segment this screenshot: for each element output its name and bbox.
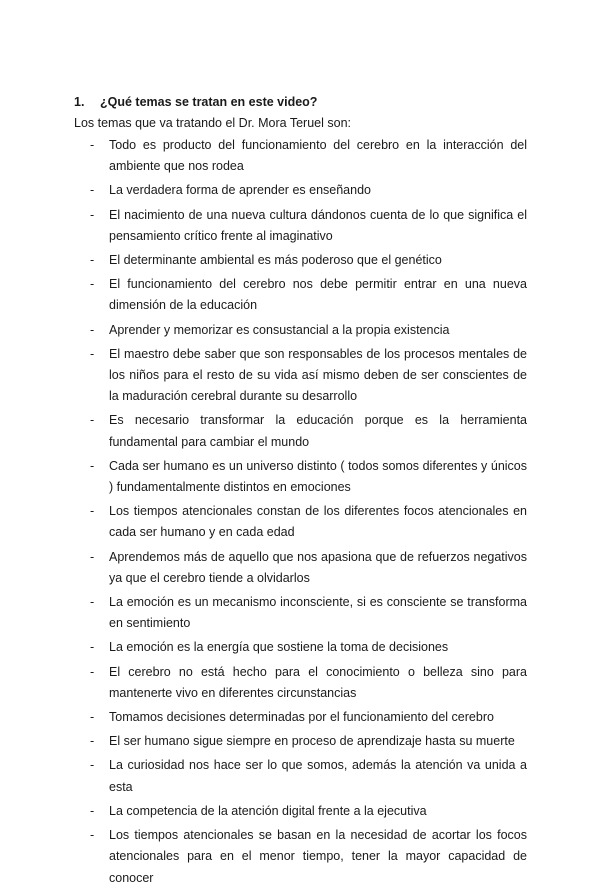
list-item	[0, 344, 600, 408]
bullet-dash: -	[90, 710, 95, 725]
section-title: ¿Qué temas se tratan en este video?	[100, 95, 318, 109]
list-item	[0, 547, 600, 589]
bullet-dash: -	[90, 595, 95, 610]
bullet-dash: -	[90, 322, 95, 337]
list-item-text: La emoción es un mecanismo inconsciente, si es consciente se transforma en sentimiento	[109, 595, 527, 631]
list-item-text: Los tiempos atencionales constan de los diferentes focos atencionales en cada ser humano y en cada edad	[109, 504, 527, 540]
list-item	[0, 707, 600, 728]
list-item-text: La emoción es la energía que sostiene la toma de decisiones	[109, 640, 449, 655]
list-item-text: El ser humano sigue siempre en proceso de aprendizaje hasta su muerte	[109, 734, 515, 749]
bullet-dash: -	[90, 549, 95, 564]
bullet-dash: -	[90, 413, 95, 428]
bullet-dash: -	[90, 734, 95, 749]
list-item	[0, 825, 600, 889]
list-item-text: El cerebro no está hecho para el conocimiento o belleza sino para mantenerte vivo en diferentes circunstancias	[109, 664, 527, 700]
list-item	[0, 731, 600, 752]
list-item	[0, 250, 600, 271]
list-item-text: El maestro debe saber que son responsables de los procesos mentales de los niños para el resto de su vida así mismo deben de ser conscientes de la maduración cerebral durante su desarrollo	[109, 346, 527, 404]
list-item	[0, 410, 600, 452]
list-item-text: La verdadera forma de aprender es enseñando	[109, 183, 371, 198]
list-item	[0, 501, 600, 543]
list-item-text: Es necesario transformar la educación porque es la herramienta fundamental para cambiar el mundo	[109, 413, 527, 449]
intro-paragraph: Los temas que va tratando el Dr. Mora Teruel son:	[74, 116, 352, 130]
list-item	[0, 456, 600, 498]
topic-list	[0, 135, 600, 892]
list-item-text: El determinante ambiental es más poderoso que el genético	[109, 253, 442, 268]
list-item	[0, 662, 600, 704]
bullet-dash: -	[90, 758, 95, 773]
list-item-text: Aprender y memorizar es consustancial a la propia existencia	[109, 322, 450, 337]
list-item	[0, 592, 600, 634]
bullet-dash: -	[90, 664, 95, 679]
list-item	[0, 274, 600, 316]
bullet-dash: -	[90, 253, 95, 268]
bullet-dash: -	[90, 207, 95, 222]
list-item	[0, 637, 600, 658]
list-item	[0, 320, 600, 341]
list-item-text: Aprendemos más de aquello que nos apasiona que de refuerzos negativos ya que el cerebro tiende a olvidarlos	[109, 549, 527, 585]
bullet-dash: -	[90, 138, 95, 152]
list-item	[0, 801, 600, 822]
bullet-dash: -	[90, 640, 95, 655]
list-item-text: Todo es producto del funcionamiento del cerebro en la interacción del ambiente que nos rodea	[109, 138, 527, 174]
list-item-text: Tomamos decisiones determinadas por el funcionamiento del cerebro	[109, 710, 494, 725]
bullet-dash: -	[90, 346, 95, 361]
bullet-dash: -	[90, 828, 95, 843]
list-item-text: Cada ser humano es un universo distinto ( todos somos diferentes y únicos ) fundamentalmente distintos en emociones	[109, 458, 527, 495]
bullet-dash: -	[90, 504, 95, 519]
list-item	[0, 135, 600, 177]
bullet-dash: -	[90, 183, 95, 198]
list-item	[0, 180, 600, 201]
bullet-dash: -	[90, 458, 95, 473]
list-item	[0, 205, 600, 247]
list-item-text: Los tiempos atencionales se basan en la necesidad de acortar los focos atencionales para en el menor tiempo, tener la mayor capacidad de conocer	[109, 828, 527, 885]
section-number: 1.	[74, 95, 85, 109]
list-item-text: El nacimiento de una nueva cultura dándonos cuenta de lo que significa el pensamiento crítico frente al imaginativo	[109, 207, 527, 243]
bullet-dash: -	[90, 803, 95, 818]
section-heading	[74, 93, 317, 111]
bullet-dash: -	[90, 277, 95, 292]
list-item	[0, 755, 600, 797]
list-item-text: La competencia de la atención digital frente a la ejecutiva	[109, 803, 427, 818]
list-item-text: El funcionamiento del cerebro nos debe permitir entrar en una nueva dimensión de la educación	[109, 277, 527, 313]
list-item-text: La curiosidad nos hace ser lo que somos, además la atención va unida a esta	[109, 758, 527, 794]
